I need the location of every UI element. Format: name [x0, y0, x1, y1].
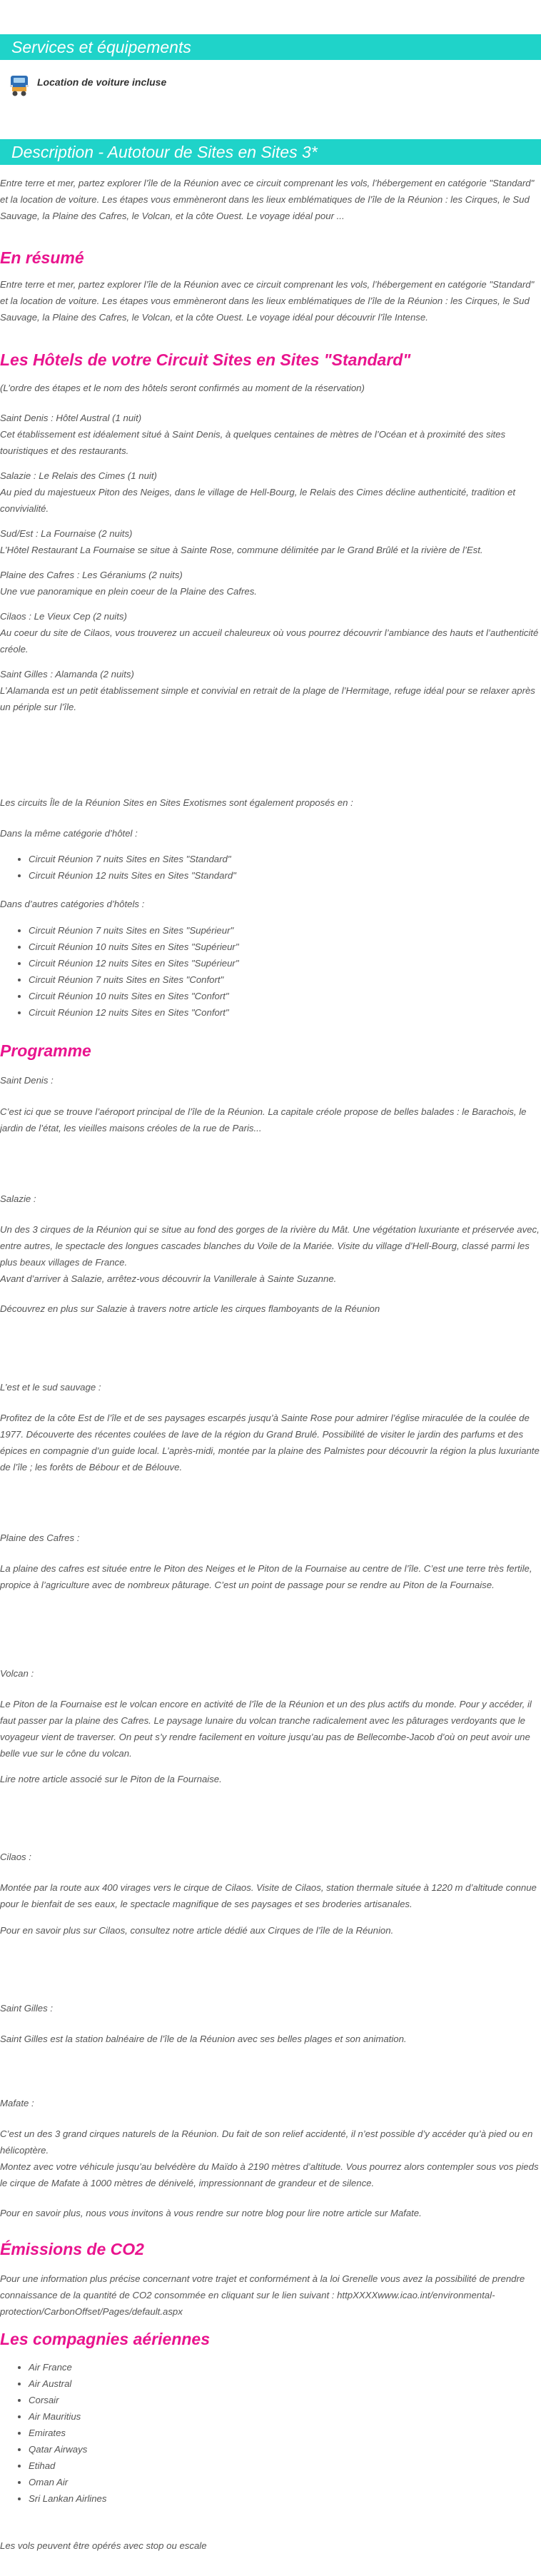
airline-item: • Air France [29, 2359, 541, 2375]
hotel-list [0, 410, 541, 724]
same-category-label: Dans la même catégorie d’hôtel : [0, 828, 138, 839]
hotel-body: Cet établissement est idéalement situé à Saint Denis, à quelques centaines de mètres de l’Océan et à proximité des sites touristiques et des restaurants. [0, 429, 506, 456]
airlines-footer: Les vols peuvent être opérés avec stop ou escale [0, 2540, 207, 2551]
list-item[interactable]: • Circuit Réunion 12 nuits Sites en Sites "Supérieur" [29, 955, 541, 971]
list-item[interactable]: • Circuit Réunion 7 nuits Sites en Sites "Confort" [29, 971, 541, 988]
est-text: Profitez de la côte Est de l’île et de ses paysages escarpés jusqu’à Sainte Rose pour admirer l’église miraculée de la coulée de 1977. Découverte des récentes coulées de lave de la région du Grand Brulé. Possibilité de visiter le jardin des parfums et des épices en compagnie d’un guide local. L’après-midi, montée par la plaine des Palmistes pour découvrir la région la plus luxuriante de l’île ; les forêts de Bébour et de Bélouve. [0, 1413, 540, 1473]
gilles-title: Saint Gilles : [0, 2003, 54, 2014]
hotel-item [0, 608, 541, 657]
car-icon [9, 73, 30, 99]
salazie-more-link[interactable]: Découvrez en plus sur Salazie à travers notre article les cirques flamboyants de la Réunion [0, 1303, 380, 1314]
resume-title: En résumé [0, 248, 84, 267]
hotel-head: Plaine des Cafres : Les Géraniums (2 nuits) [0, 570, 183, 580]
co2-text: Pour une information plus précise concernant votre trajet et conformément à la loi Grenelle vous avez la possibilité de prendre connaissance de la quantité de CO2 consommée en cliquant sur le lien suivant : httpXXXXwww.icao.int/environmental-protection/CarbonOffset/Pages/default.aspx [0, 2273, 525, 2317]
volcan-title: Volcan : [0, 1668, 34, 1679]
same-category-list [0, 851, 541, 884]
volcan-more-link[interactable]: Lire notre article associé sur le Piton de la Fournaise. [0, 1774, 222, 1784]
plaine-text: La plaine des cafres est située entre le Piton des Neiges et le Piton de la Fournaise au centre de l’île. C’est une terre très fertile, propice à l’agriculture avec de nombreux pâturage. C’est un point de passage pour se rendre au Piton de la Fournaise. [0, 1563, 532, 1590]
salazie-text [0, 1221, 541, 1287]
description-intro: Entre terre et mer, partez explorer l’île de la Réunion avec ce circuit comprenant les vols, l’hébergement en catégorie "Standard" et la location de voiture. Les étapes vous emmèneront dans les lieux emblématiques de l’île de la Réunion : les Cirques, le Sud Sauvage, la Plaine des Cafres, le Volcan, et la côte Ouest. Le voyage idéal pour ... [0, 178, 535, 221]
hotel-head: Salazie : Le Relais des Cimes (1 nuit) [0, 470, 157, 481]
airline-item: • Oman Air [29, 2474, 541, 2490]
hotel-item [0, 666, 541, 715]
salazie-paragraph-2: Avant d’arriver à Salazie, arrêtez-vous découvrir la Vanillerale à Sainte Suzanne. [0, 1273, 337, 1284]
mafate-paragraph: C’est un des 3 grand cirques naturels de la Réunion. Du fait de son relief accidenté, il n’est possible d’y accéder qu’à pied ou en hélicoptère. [0, 2128, 533, 2156]
description-title: Description - Autotour de Sites en Sites 3* [11, 143, 318, 161]
cilaos-more-link[interactable]: Pour en savoir plus sur Cilaos, consultez notre article dédié aux Cirques de l’île de la Réunion. [0, 1925, 394, 1936]
services-title: Services et équipements [11, 38, 191, 56]
hotel-body: L’Alamanda est un petit établissement simple et convivial en retrait de la plage de l’Hermitage, refuge idéal pour se relaxer après un périple sur l’île. [0, 685, 535, 712]
list-item[interactable]: • Circuit Réunion 7 nuits Sites en Sites "Supérieur" [29, 922, 541, 939]
hotel-item [0, 410, 541, 459]
cilaos-title: Cilaos : [0, 1852, 31, 1862]
other-category-label: Dans d’autres catégories d’hôtels : [0, 899, 145, 909]
hotel-head: Saint Gilles : Alamanda (2 nuits) [0, 669, 134, 680]
airline-item: • Corsair [29, 2392, 541, 2408]
hotels-note: (L’ordre des étapes et le nom des hôtels seront confirmés au moment de la réservation) [0, 383, 365, 393]
circuits-intro: Les circuits Île de la Réunion Sites en Sites Exotismes sont également proposés en : [0, 797, 353, 808]
mafate-text [0, 2126, 541, 2191]
list-item[interactable]: • Circuit Réunion 10 nuits Sites en Sites "Confort" [29, 988, 541, 1004]
hotel-body: Au pied du majestueux Piton des Neiges, dans le village de Hell-Bourg, le Relais des Cimes décline authenticité, tradition et convivialité. [0, 487, 516, 514]
services-bar [0, 34, 541, 60]
salazie-title: Salazie : [0, 1193, 36, 1204]
mafate-title: Mafate : [0, 2098, 34, 2108]
airlines-title: Les compagnies aériennes [0, 2330, 211, 2348]
saint-denis-text: C’est ici que se trouve l’aéroport principal de l’île de la Réunion. La capitale créole propose de belles balades : le Barachois, le jardin de l’état, les vieilles maisons créoles de la rue de Paris... [0, 1106, 527, 1133]
hotel-head: Cilaos : Le Vieux Cep (2 nuits) [0, 611, 127, 622]
airline-item: • Emirates [29, 2425, 541, 2441]
mafate-more-link[interactable]: Pour en savoir plus, nous vous invitons à vous rendre sur notre blog pour lire notre article sur Mafate. [0, 2208, 422, 2218]
est-title: L’est et le sud sauvage : [0, 1382, 101, 1393]
hotel-body: L’Hôtel Restaurant La Fournaise se situe à Sainte Rose, commune délimitée par le Grand Brûlé et la rivière de l’Est. [0, 545, 483, 555]
saint-denis-title: Saint Denis : [0, 1075, 54, 1086]
airline-item: • Etihad [29, 2458, 541, 2474]
salazie-paragraph: Un des 3 cirques de la Réunion qui se situe au fond des gorges de la rivière du Mât. Une végétation luxuriante et préservée avec, entre autres, le spectacle des longues cascades blanches du Voile de la Mariée. Visite du village d’Hell-Bourg, classé parmi les plus beaux villages de France. [0, 1224, 540, 1268]
list-item[interactable]: • Circuit Réunion 12 nuits Sites en Sites "Confort" [29, 1004, 541, 1021]
car-rental-label: Location de voiture incluse [37, 76, 167, 88]
cilaos-text: Montée par la route aux 400 virages vers le cirque de Cilaos. Visite de Cilaos, station thermale située à 1220 m d’altitude connue pour le bienfait de ses eaux, le spectacle magnifique de ses paysages et ses broderies artisanales. [0, 1882, 537, 1909]
airlines-list [0, 2359, 541, 2507]
hotel-item [0, 567, 541, 600]
list-item[interactable]: • Circuit Réunion 7 nuits Sites en Sites "Standard" [29, 851, 541, 867]
mafate-paragraph-2: Montez avec votre véhicule jusqu’au belvédère du Maïdo à 2190 mètres d’altitude. Vous pourrez alors contempler sous vos pieds le cirque de Mafate à 1000 mètres de dénivelé, impressionnant de grandeur et de silence. [0, 2161, 539, 2188]
airline-item: • Sri Lankan Airlines [29, 2490, 541, 2507]
gilles-text: Saint Gilles est la station balnéaire de l’île de la Réunion avec ses belles plages et son animation. [0, 2034, 407, 2044]
co2-title: Émissions de CO2 [0, 2240, 144, 2258]
hotel-item [0, 525, 541, 558]
hotel-item [0, 468, 541, 517]
airline-item: • Qatar Airways [29, 2441, 541, 2458]
programme-title: Programme [0, 1041, 91, 1060]
airline-item: • Air Austral [29, 2375, 541, 2392]
list-item[interactable]: • Circuit Réunion 10 nuits Sites en Sites "Supérieur" [29, 939, 541, 955]
description-bar [0, 139, 541, 165]
volcan-text: Le Piton de la Fournaise est le volcan encore en activité de l’île de la Réunion et un des plus actifs du monde. Pour y accéder, il faut passer par la plaine des Cafres. Le paysage lunaire du volcan tranche radicalement avec les pâturages verdoyants que le voyageur vient de traverser. On peut s’y rendre facilement en voiture jusqu’au pas de Bellecombe-Jacob d’où on peut avoir une belle vue sur le cône du volcan. [0, 1699, 532, 1759]
hotel-head: Sud/Est : La Fournaise (2 nuits) [0, 528, 133, 539]
plaine-title: Plaine des Cafres : [0, 1532, 80, 1543]
airline-item: • Air Mauritius [29, 2408, 541, 2425]
other-category-list [0, 922, 541, 1021]
list-item[interactable]: • Circuit Réunion 12 nuits Sites en Sites "Standard" [29, 867, 541, 884]
hotel-body: Au coeur du site de Cilaos, vous trouverez un accueil chaleureux où vous pourrez découvrir l’ambiance des hauts et l’authenticité créole. [0, 627, 539, 655]
resume-text: Entre terre et mer, partez explorer l’île de la Réunion avec ce circuit comprenant les vols, l’hébergement en catégorie "Standard" et la location de voiture. Les étapes vous emmèneront dans les lieux emblématiques de l’île de la Réunion : les Cirques, le Sud Sauvage, la Plaine des Cafres, le Volcan, et la côte Ouest. Le voyage idéal pour découvrir l’île Intense. [0, 279, 535, 323]
hotels-title: Les Hôtels de votre Circuit Sites en Sites "Standard" [0, 350, 411, 369]
hotel-head: Saint Denis : Hôtel Austral (1 nuit) [0, 413, 142, 423]
hotel-body: Une vue panoramique en plein coeur de la Plaine des Cafres. [0, 586, 257, 597]
